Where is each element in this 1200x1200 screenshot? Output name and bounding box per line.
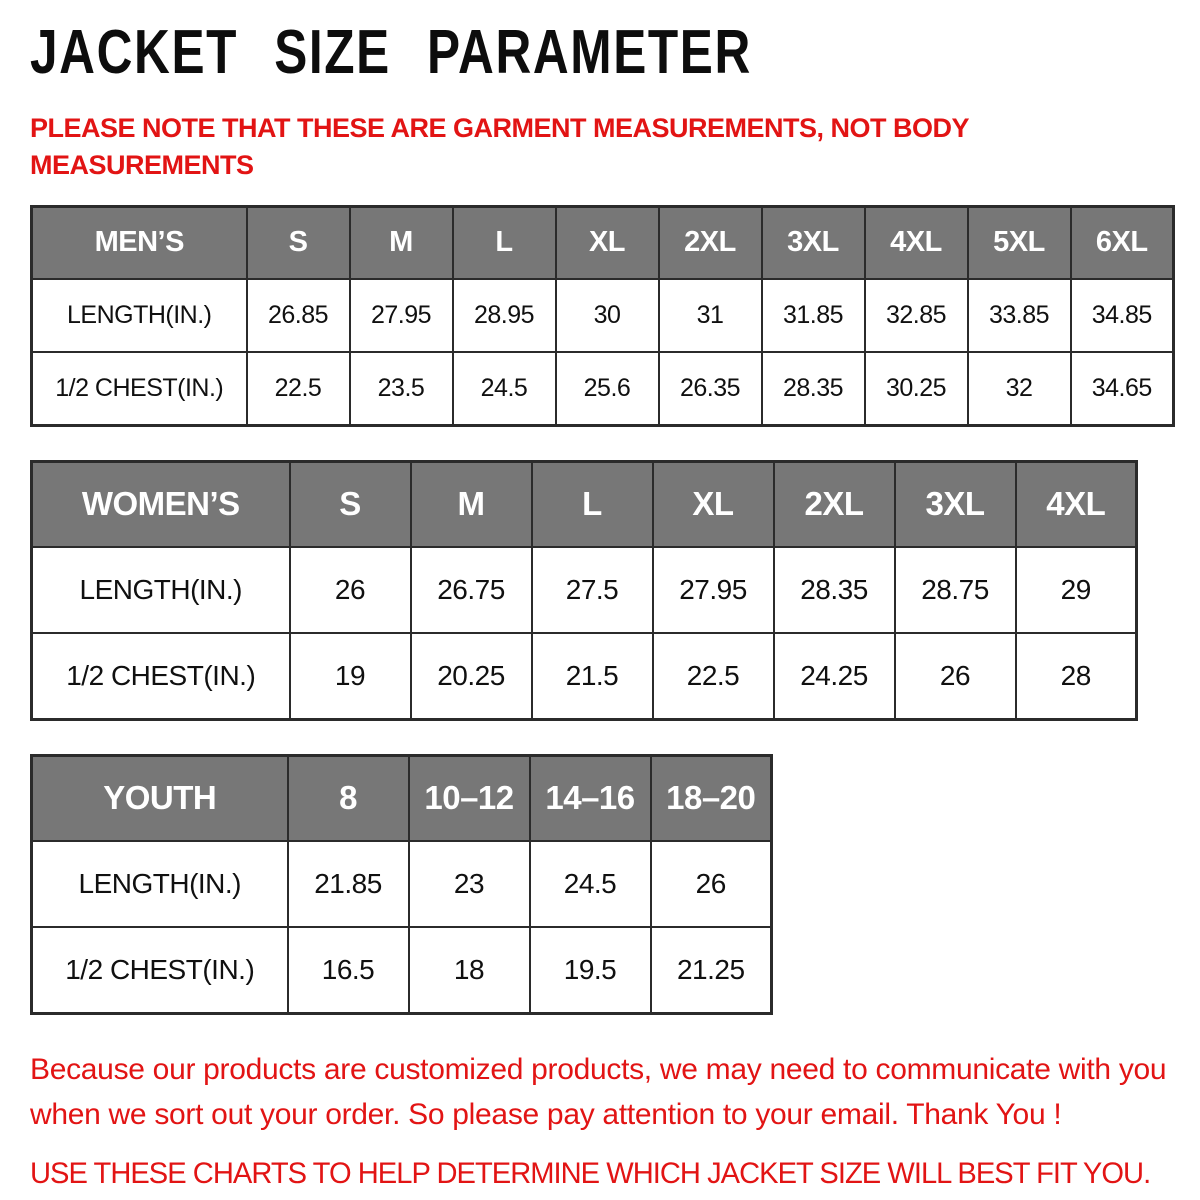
chest-value-cell: 23.5 (350, 352, 453, 425)
length-value-cell: 28.75 (895, 547, 1016, 633)
size-header-cell: 14–16 (530, 755, 651, 841)
size-header-cell: XL (653, 461, 774, 547)
size-header-cell: S (290, 461, 411, 547)
size-header-cell: 4XL (1016, 461, 1137, 547)
chest-value-cell: 21.5 (532, 633, 653, 719)
length-value-cell: 23 (409, 841, 530, 927)
mens-length-row (32, 279, 1174, 352)
youth-header-row (32, 755, 772, 841)
size-header-cell: 3XL (895, 461, 1016, 547)
length-value-cell: 30 (556, 279, 659, 352)
length-value-cell: 33.85 (968, 279, 1071, 352)
youth-length-row (32, 841, 772, 927)
size-header-cell: 2XL (659, 206, 762, 279)
length-value-cell: 21.85 (288, 841, 409, 927)
chest-value-cell: 19.5 (530, 927, 651, 1013)
size-header-cell: S (247, 206, 350, 279)
chest-value-cell: 24.25 (774, 633, 895, 719)
chest-value-cell: 19 (290, 633, 411, 719)
chart-usage-instruction: USE THESE CHARTS TO HELP DETERMINE WHICH JACKET SIZE WILL BEST FIT YOU. (30, 1156, 1151, 1190)
row-label: 1/2 CHEST(IN.) (32, 633, 290, 719)
row-label: LENGTH(IN.) (32, 841, 288, 927)
chest-value-cell: 28.35 (762, 352, 865, 425)
size-header-cell: L (453, 206, 556, 279)
size-header-cell: 18–20 (651, 755, 772, 841)
chest-value-cell: 32 (968, 352, 1071, 425)
length-value-cell: 27.5 (532, 547, 653, 633)
size-header-cell: 6XL (1071, 206, 1174, 279)
size-header-cell: 4XL (865, 206, 968, 279)
length-value-cell: 28.95 (453, 279, 556, 352)
length-value-cell: 26 (290, 547, 411, 633)
length-value-cell: 27.95 (350, 279, 453, 352)
size-header-cell: M (350, 206, 453, 279)
length-value-cell: 31.85 (762, 279, 865, 352)
length-value-cell: 31 (659, 279, 762, 352)
row-label: LENGTH(IN.) (32, 547, 290, 633)
chest-value-cell: 28 (1016, 633, 1137, 719)
row-label: LENGTH(IN.) (32, 279, 247, 352)
mens-size-table (30, 205, 1175, 427)
row-label: 1/2 CHEST(IN.) (32, 352, 247, 425)
size-header-cell: 8 (288, 755, 409, 841)
youth-table-title: YOUTH (32, 755, 288, 841)
womens-size-table (30, 460, 1138, 721)
chest-value-cell: 16.5 (288, 927, 409, 1013)
length-value-cell: 27.95 (653, 547, 774, 633)
garment-measurement-note: PLEASE NOTE THAT THESE ARE GARMENT MEASUREMENTS, NOT BODY MEASUREMENTS (30, 113, 969, 181)
size-header-cell: 10–12 (409, 755, 530, 841)
size-header-cell: M (411, 461, 532, 547)
length-value-cell: 26 (651, 841, 772, 927)
mens-table-title: MEN’S (32, 206, 247, 279)
chest-value-cell: 26.35 (659, 352, 762, 425)
chest-value-cell: 34.65 (1071, 352, 1174, 425)
womens-chest-row (32, 633, 1137, 719)
size-header-cell: 2XL (774, 461, 895, 547)
chest-value-cell: 25.6 (556, 352, 659, 425)
chest-value-cell: 22.5 (247, 352, 350, 425)
womens-length-row (32, 547, 1137, 633)
size-header-cell: L (532, 461, 653, 547)
womens-table-title: WOMEN’S (32, 461, 290, 547)
length-value-cell: 29 (1016, 547, 1137, 633)
customization-notice: Because our products are customized products, we may need to communicate with you when we sort out your order. So please pay attention to your email. Thank You ! (30, 1052, 1167, 1131)
youth-chest-row (32, 927, 772, 1013)
size-header-cell: XL (556, 206, 659, 279)
length-value-cell: 26.85 (247, 279, 350, 352)
chest-value-cell: 21.25 (651, 927, 772, 1013)
length-value-cell: 34.85 (1071, 279, 1174, 352)
size-header-cell: 5XL (968, 206, 1071, 279)
youth-size-table (30, 754, 773, 1015)
chest-value-cell: 22.5 (653, 633, 774, 719)
womens-header-row (32, 461, 1137, 547)
length-value-cell: 32.85 (865, 279, 968, 352)
chest-value-cell: 30.25 (865, 352, 968, 425)
chest-value-cell: 24.5 (453, 352, 556, 425)
chest-value-cell: 18 (409, 927, 530, 1013)
chest-value-cell: 26 (895, 633, 1016, 719)
length-value-cell: 24.5 (530, 841, 651, 927)
size-header-cell: 3XL (762, 206, 865, 279)
mens-chest-row (32, 352, 1174, 425)
chest-value-cell: 20.25 (411, 633, 532, 719)
length-value-cell: 26.75 (411, 547, 532, 633)
page-title: JACKET SIZE PARAMETER (30, 18, 752, 87)
length-value-cell: 28.35 (774, 547, 895, 633)
row-label: 1/2 CHEST(IN.) (32, 927, 288, 1013)
mens-header-row (32, 206, 1174, 279)
